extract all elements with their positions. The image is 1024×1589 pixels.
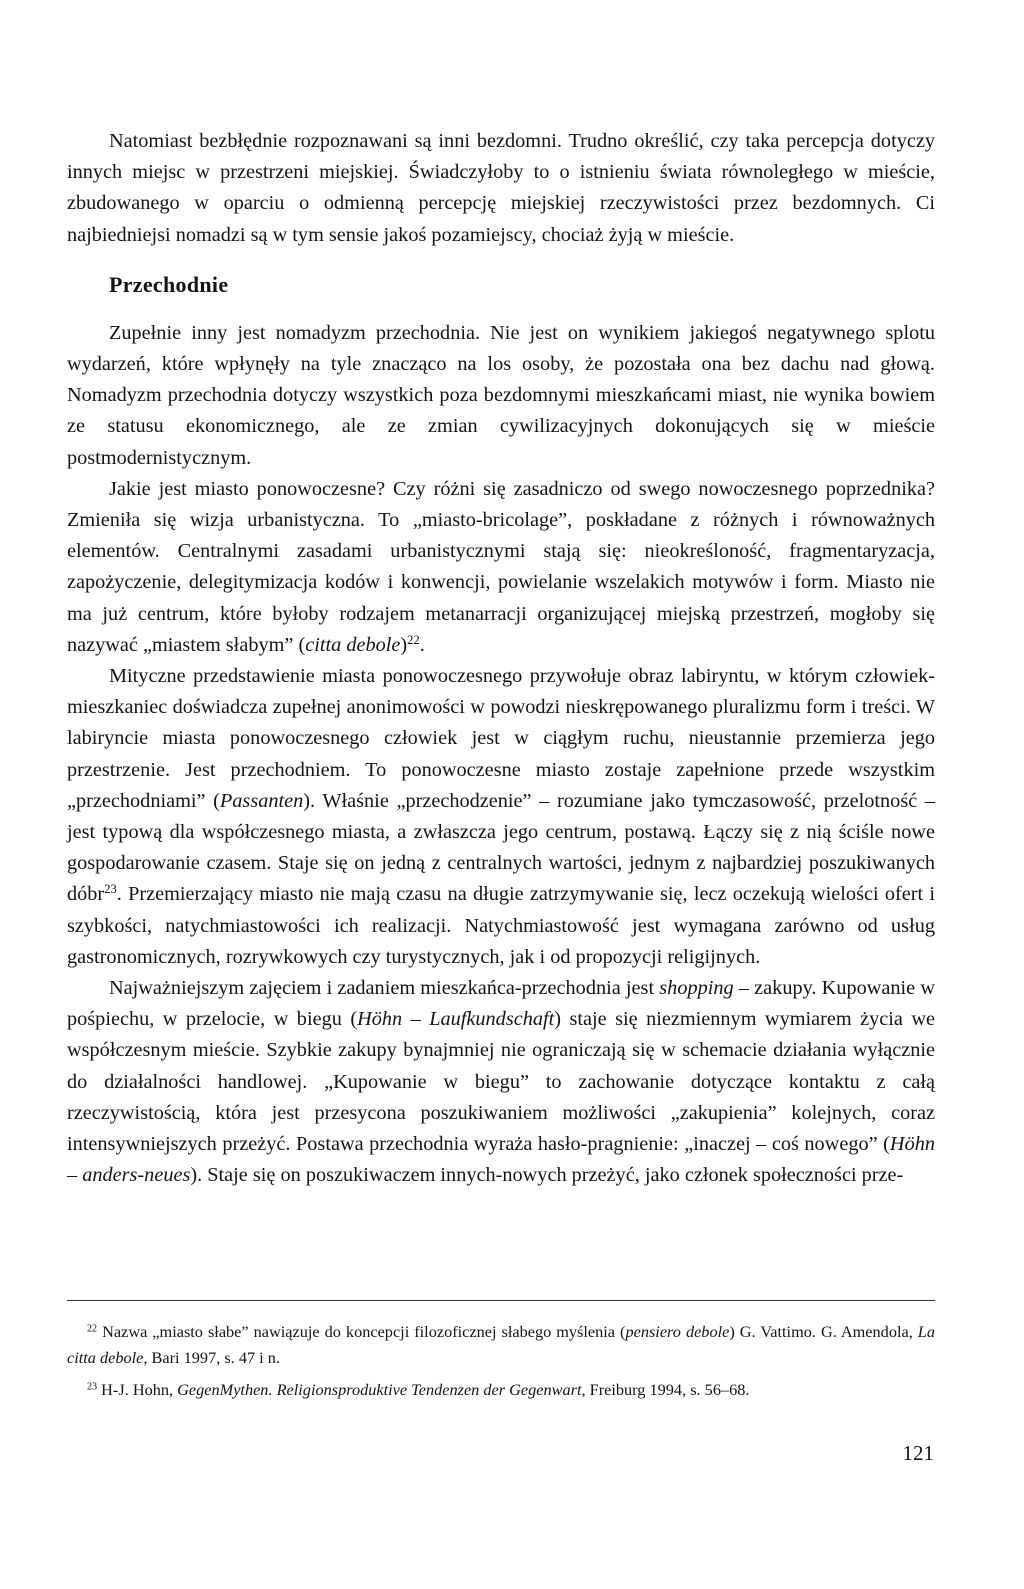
paragraph-labirynt: Mityczne przedstawienie miasta ponowoczesnego przywołuje obraz labiryntu, w którym człowiek-mieszkaniec doświadcza zupełnej anonimowości w powodzi nieskrępowanego pluralizmu form i treści. W labiryncie miasta ponowoczesnego człowiek jest w ciągłym ruchu, nieustannie przemierza jego przestrzenie. Jest przechodniem. To ponowoczesne miasto zostaje zapełnione przede wszystkim „przechodniami” (Passanten). Właśnie „przechodzenie” – rozumiane jako tymczasowość, przelotność – jest typową dla współczesnego miasta, a zwłaszcza jego centrum, postawą. Łączy się z nią ściśle nowe gospodarowanie czasem. Staje się on jedną z centralnych wartości, jednym z najbardziej poszukiwanych dóbr$^{23}$. Przemierzający miasto nie mają czasu na długie zatrzymywanie się, lecz oczekują wielości ofert i szybkości, natychmiastowości ich realizacji. Natychmiastowość jest wymagana zarówno od usług gastronomicznych, rozrywkowych czy turystycznych, jak i od propozycji religijnych.	[67, 665, 935, 968]
footnote-divider	[67, 1300, 935, 1301]
paragraph-miasto-ponowoczesne: Jakie jest miasto ponowoczesne? Czy różni się zasadniczo od swego nowoczesnego poprzednika? Zmieniła się wizja urbanistyczna. To „miasto-bricolage”, poskładane z różnych i równoważnych elementów. Centralnymi zasadami urbanistycznymi stają się: nieokreśloność, fragmentaryzacja, zapożyczenie, delegitymizacja kodów i konwencji, powielanie wszelakich motywów i form. Miasto nie ma już centrum, które byłoby rodzajem metanarracji organizującej miejską przestrzeń, mogłoby się nazywać „miastem słabym” (citta debole)$^{22}$.	[67, 477, 935, 656]
section-heading: Przechodnie	[109, 271, 229, 297]
paragraph-shopping: Najważniejszym zajęciem i zadaniem mieszkańca-przechodnia jest shopping – zakupy. Kupowanie w pośpiechu, w przelocie, w biegu (Höhn – Laufkundschaft) staje się niezmiennym wymiarem życia we współczesnym mieście. Szybkie zakupy bynajmniej nie ograniczają się w schemacie działania wyłącznie do działalności handlowej. „Kupowanie w biegu” to zachowanie dotyczące kontaktu z całą rzeczywistością, która jest przesycona poszukiwaniem możliwości „zakupienia” kolejnych, coraz intensywniejszych przeżyć. Postawa przechodnia wyraża hasło-pragnienie: „inaczej – coś nowego” (Höhn – anders-neues). Staje się on poszukiwaczem innych-nowych przeżyć, jako członek społeczności prze-	[67, 977, 935, 1187]
page-body	[67, 126, 935, 1192]
footnote-23: $^{23}$ H-J. Hohn, GegenMythen. Religionsproduktive Tendenzen der Gegenwart, Freiburg 1994, s. 56–68.	[87, 1380, 750, 1399]
page-number: 121	[902, 1441, 934, 1465]
footnote-ref-22: 22	[407, 632, 420, 647]
footnote-ref-23: 23	[104, 882, 117, 897]
paragraph-bezdomni: Natomiast bezbłędnie rozpoznawani są inni bezdomni. Trudno określić, czy taka percepcja dotyczy innych miejsc w przestrzeni miejskiej. Świadczyłoby to o istnieniu świata równoległego w mieście, zbudowanego w oparciu o odmienną percepcję miejskiej rzeczywistości przez bezdomnych. Ci najbiedniejsi nomadzi są w tym sensie jakoś pozamiejscy, chociaż żyją w mieście.	[67, 130, 935, 246]
footnotes	[67, 1300, 935, 1409]
paragraph-nomadyzm: Zupełnie inny jest nomadyzm przechodnia. Nie jest on wynikiem jakiegoś negatywnego splotu wydarzeń, które wpłynęły na tyle znacząco na los osoby, że pozostała ona bez dachu nad głową. Nomadyzm przechodnia dotyczy wszystkich poza bezdomnymi mieszkańcami miast, nie wynika bowiem ze statusu ekonomicznego, ale ze zmian cywilizacyjnych dokonujących się w mieście postmodernistycznym.	[67, 321, 935, 469]
footnote-22: $^{22}$ Nazwa „miasto słabe” nawiązuje do koncepcji filozoficznej słabego myślenia (pensiero debole) G. Vattimo. G. Amendola, La citta debole, Bari 1997, s. 47 i n.	[67, 1322, 935, 1367]
